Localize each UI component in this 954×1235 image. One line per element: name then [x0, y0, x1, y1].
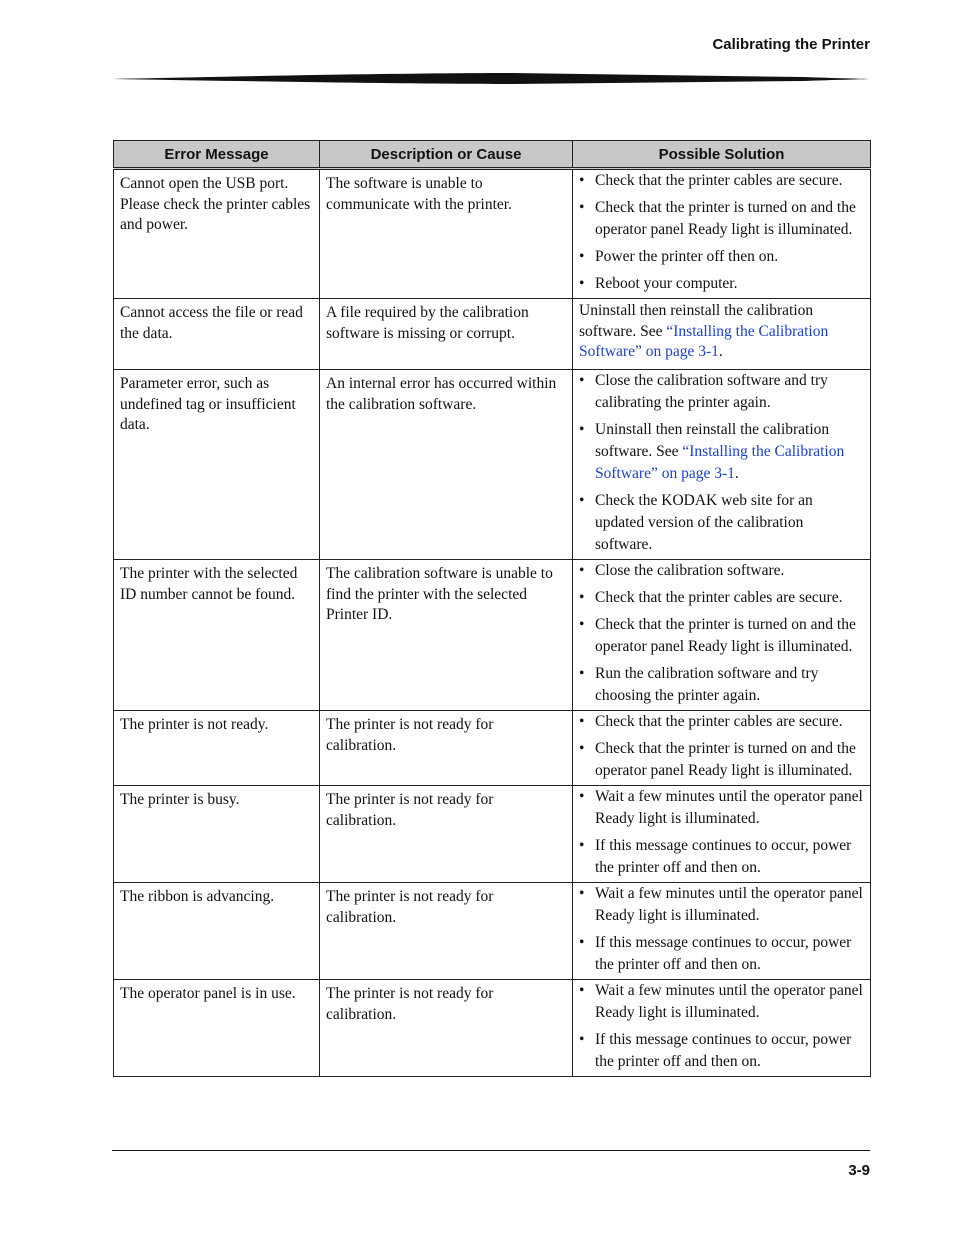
solution-item: • Check the KODAK web site for an updated version of the calibration software.: [579, 492, 813, 553]
cause-cell: The calibration software is unable to find the printer with the selected Printer ID.: [320, 560, 573, 711]
bullet-icon: •: [579, 713, 585, 730]
solution-paragraph: Uninstall then reinstall the calibration software. See “Installing the Calibration Software” on page 3-1.: [579, 302, 829, 360]
solution-item: • Check that the printer cables are secure.: [579, 711, 864, 733]
solution-item: • Wait a few minutes until the operator panel Ready light is illuminated.: [579, 982, 863, 1021]
bullet-icon: •: [579, 562, 585, 579]
solution-item: • Check that the printer is turned on and the operator panel Ready light is illuminated.: [579, 199, 856, 238]
bullet-icon: •: [579, 616, 585, 633]
running-header: Calibrating the Printer: [712, 36, 870, 53]
installing-calibration-software-link[interactable]: “Installing the Calibration Software” on page 3-1: [595, 443, 845, 482]
cause-cell: The software is unable to communicate with the printer.: [320, 169, 573, 299]
page-number: 3-9: [848, 1162, 870, 1179]
column-header-error: Error Message: [114, 141, 320, 169]
cause-cell: An internal error has occurred within the calibration software.: [320, 370, 573, 560]
error-message-cell: The operator panel is in use.: [114, 980, 320, 1077]
header-rule: [112, 70, 870, 86]
bullet-icon: •: [579, 934, 585, 951]
solution-cell: [573, 370, 871, 560]
bullet-icon: •: [579, 492, 585, 509]
solution-item: • Wait a few minutes until the operator panel Ready light is illuminated.: [579, 885, 863, 924]
solution-cell: [573, 883, 871, 980]
bullet-icon: •: [579, 589, 585, 606]
solution-item: • Close the calibration software and try calibrating the printer again.: [579, 372, 828, 411]
table-header-row: [114, 141, 871, 169]
solution-cell: [573, 711, 871, 786]
solution-item: • Uninstall then reinstall the calibration software. See “Installing the Calibration Software” on page 3-1.: [579, 421, 845, 482]
bullet-icon: •: [579, 788, 585, 805]
column-header-cause: Description or Cause: [320, 141, 573, 169]
solution-cell: [573, 560, 871, 711]
solution-cell: [573, 299, 871, 370]
solution-cell: [573, 786, 871, 883]
error-table: [113, 140, 871, 1077]
solution-item: • If this message continues to occur, power the printer off and then on.: [579, 1031, 852, 1070]
error-message-cell: The ribbon is advancing.: [114, 883, 320, 980]
table-row: [114, 299, 871, 370]
error-message-cell: The printer is busy.: [114, 786, 320, 883]
error-message-cell: Cannot access the file or read the data.: [114, 299, 320, 370]
solution-item: • Wait a few minutes until the operator panel Ready light is illuminated.: [579, 788, 863, 827]
cause-cell: The printer is not ready for calibration.: [320, 883, 573, 980]
bullet-icon: •: [579, 172, 585, 189]
bullet-icon: •: [579, 275, 585, 292]
table-row: [114, 370, 871, 560]
table-row: [114, 560, 871, 711]
solution-item: • If this message continues to occur, power the printer off and then on.: [579, 837, 852, 876]
solution-item: • Run the calibration software and try choosing the printer again.: [579, 665, 819, 704]
bullet-icon: •: [579, 665, 585, 682]
cause-cell: The printer is not ready for calibration.: [320, 980, 573, 1077]
footer-rule: [112, 1150, 870, 1151]
solution-item: • Close the calibration software.: [579, 560, 864, 582]
bullet-icon: •: [579, 372, 585, 389]
error-message-cell: Parameter error, such as undefined tag or insufficient data.: [114, 370, 320, 560]
solution-item: • Reboot your computer.: [579, 273, 864, 295]
table-row: [114, 786, 871, 883]
installing-calibration-software-link[interactable]: “Installing the Calibration Software” on page 3-1: [579, 322, 829, 360]
solution-item: • Power the printer off then on.: [579, 246, 864, 268]
bullet-icon: •: [579, 248, 585, 265]
cause-cell: A file required by the calibration software is missing or corrupt.: [320, 299, 573, 370]
solution-item: • Check that the printer is turned on and the operator panel Ready light is illuminated.: [579, 740, 856, 779]
table-row: [114, 980, 871, 1077]
cause-cell: The printer is not ready for calibration.: [320, 711, 573, 786]
bullet-icon: •: [579, 1031, 585, 1048]
error-message-cell: The printer is not ready.: [114, 711, 320, 786]
table-row: [114, 711, 871, 786]
bullet-icon: •: [579, 421, 585, 438]
bullet-icon: •: [579, 885, 585, 902]
solution-item: • Check that the printer cables are secure.: [579, 587, 864, 609]
solution-cell: [573, 980, 871, 1077]
bullet-icon: •: [579, 199, 585, 216]
solution-item: • Check that the printer cables are secure.: [579, 170, 864, 192]
cause-cell: The printer is not ready for calibration.: [320, 786, 573, 883]
solution-cell: [573, 169, 871, 299]
error-message-cell: The printer with the selected ID number cannot be found.: [114, 560, 320, 711]
bullet-icon: •: [579, 740, 585, 757]
table-row: [114, 883, 871, 980]
bullet-icon: •: [579, 982, 585, 999]
error-message-cell: Cannot open the USB port. Please check the printer cables and power.: [114, 169, 320, 299]
solution-item: • If this message continues to occur, power the printer off and then on.: [579, 934, 852, 973]
bullet-icon: •: [579, 837, 585, 854]
column-header-solution: Possible Solution: [573, 141, 871, 169]
solution-item: • Check that the printer is turned on and the operator panel Ready light is illuminated.: [579, 616, 856, 655]
table-row: [114, 169, 871, 299]
